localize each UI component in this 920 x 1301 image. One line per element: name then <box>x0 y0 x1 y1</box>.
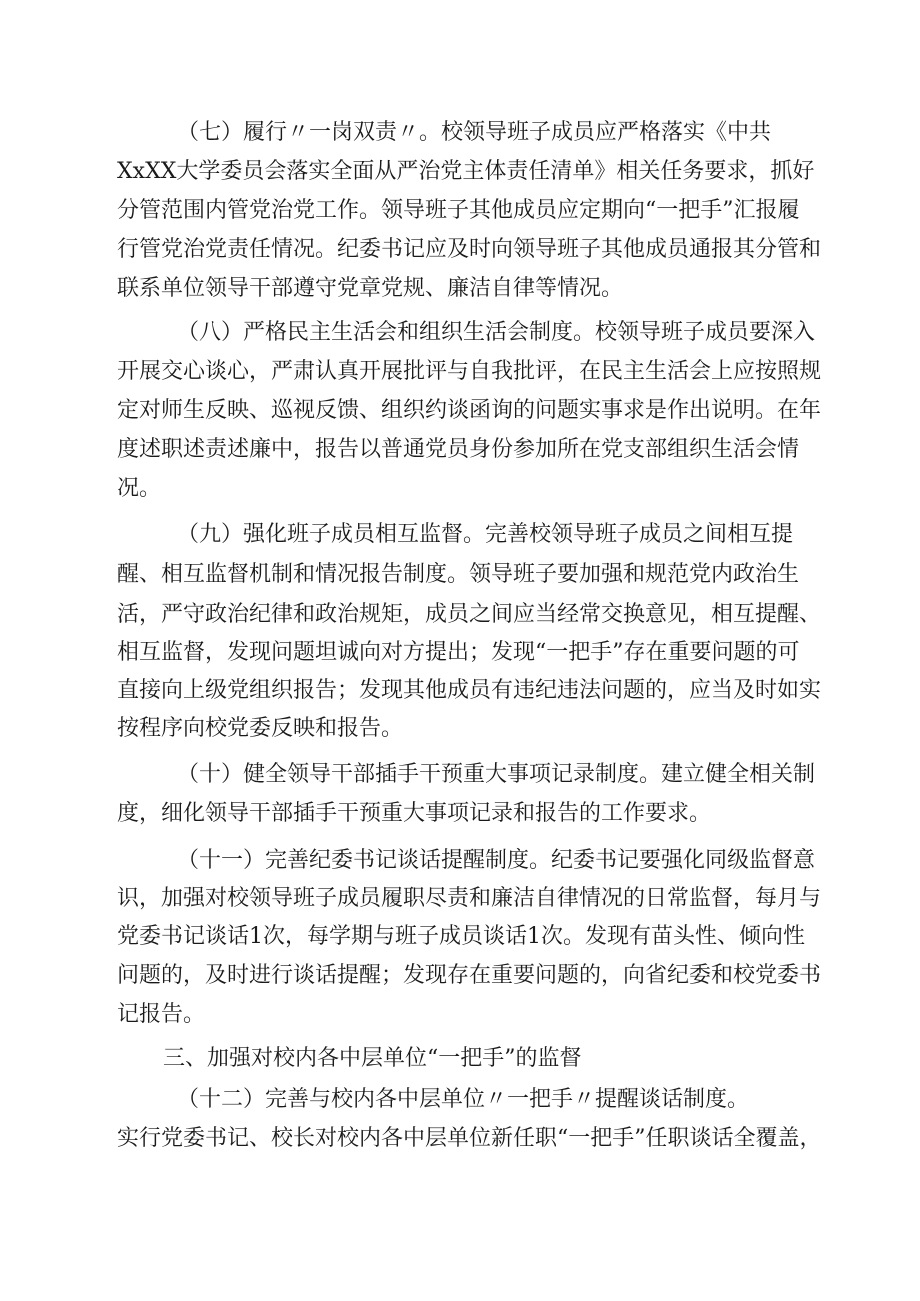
paragraph-line: 行管党治党责任情况。纪委书记应及时向领导班子其他成员通报其分管和 <box>117 237 822 262</box>
paragraph-line: 醒、相互监督机制和情况报告制度。领导班子要加强和规范党内政治生 <box>117 562 800 587</box>
paragraph-line: （十）健全领导干部插手干预重大事项记录制度。建立健全相关制 <box>177 762 816 787</box>
paragraph-line: 定对师生反映、巡视反馈、组织约谈函询的问题实事求是作出说明。在年 <box>117 398 822 423</box>
paragraph-line: 度，细化领导干部插手干预重大事项记录和报告的工作要求。 <box>117 801 712 826</box>
paragraph-line: 直接向上级党组织报告；发现其他成员有违纪违法问题的，应当及时如实 <box>117 678 822 703</box>
paragraph-line: XxXX大学委员会落实全面从严治党主体责任清单》相关任务要求，抓好 <box>117 159 815 184</box>
paragraph-line: 记报告。 <box>117 1002 206 1027</box>
paragraph-line: 实行党委书记、校长对校内各中层单位新任职“一把手”任职谈话全覆盖， <box>117 1126 822 1151</box>
paragraph-line: 按程序向校党委反映和报告。 <box>117 716 404 741</box>
paragraph-line: 开展交心谈心，严肃认真开展批评与自我批评，在民主生活会上应按照规 <box>117 359 822 384</box>
paragraph-line: （十二）完善与校内各中层单位〃一把手〃提醒谈话制度。 <box>177 1087 750 1112</box>
paragraph-line: 况。 <box>117 476 162 501</box>
paragraph-line: （八）严格民主生活会和组织生活会制度。校领导班子成员要深入 <box>177 320 816 345</box>
paragraph-line: 分管范围内管党治党工作。领导班子其他成员应定期向“一把手”汇报履 <box>117 198 800 223</box>
paragraph-line: （七）履行〃一岗双责〃。校领导班子成员应严格落实《中共 <box>177 120 772 145</box>
paragraph-line: 度述职述责述廉中，报告以普通党员身份参加所在党支部组织生活会情 <box>117 437 800 462</box>
section-heading: 三、加强对校内各中层单位“一把手”的监督 <box>163 1046 582 1071</box>
paragraph-line: 党委书记谈话1次，每学期与班子成员谈话1次。发现有苗头性、倾向性 <box>117 924 805 949</box>
paragraph-line: 联系单位领导干部遵守党章党规、廉洁自律等情况。 <box>117 276 624 301</box>
paragraph-line: 相互监督，发现问题坦诚向对方提出；发现“一把手”存在重要问题的可 <box>117 640 800 665</box>
paragraph-line: 识，加强对校领导班子成员履职尽责和廉洁自律情况的日常监督，每月与 <box>117 886 822 911</box>
paragraph-line: 活，严守政治纪律和政治规矩，成员之间应当经常交换意见，相互提醒、 <box>117 602 822 627</box>
paragraph-line: 问题的，及时进行谈话提醒；发现存在重要问题的，向省纪委和校党委书 <box>117 963 822 988</box>
paragraph-line: （十一）完善纪委书记谈话提醒制度。纪委书记要强化同级监督意 <box>177 848 816 873</box>
paragraph-line: （九）强化班子成员相互监督。完善校领导班子成员之间相互提 <box>177 522 794 547</box>
